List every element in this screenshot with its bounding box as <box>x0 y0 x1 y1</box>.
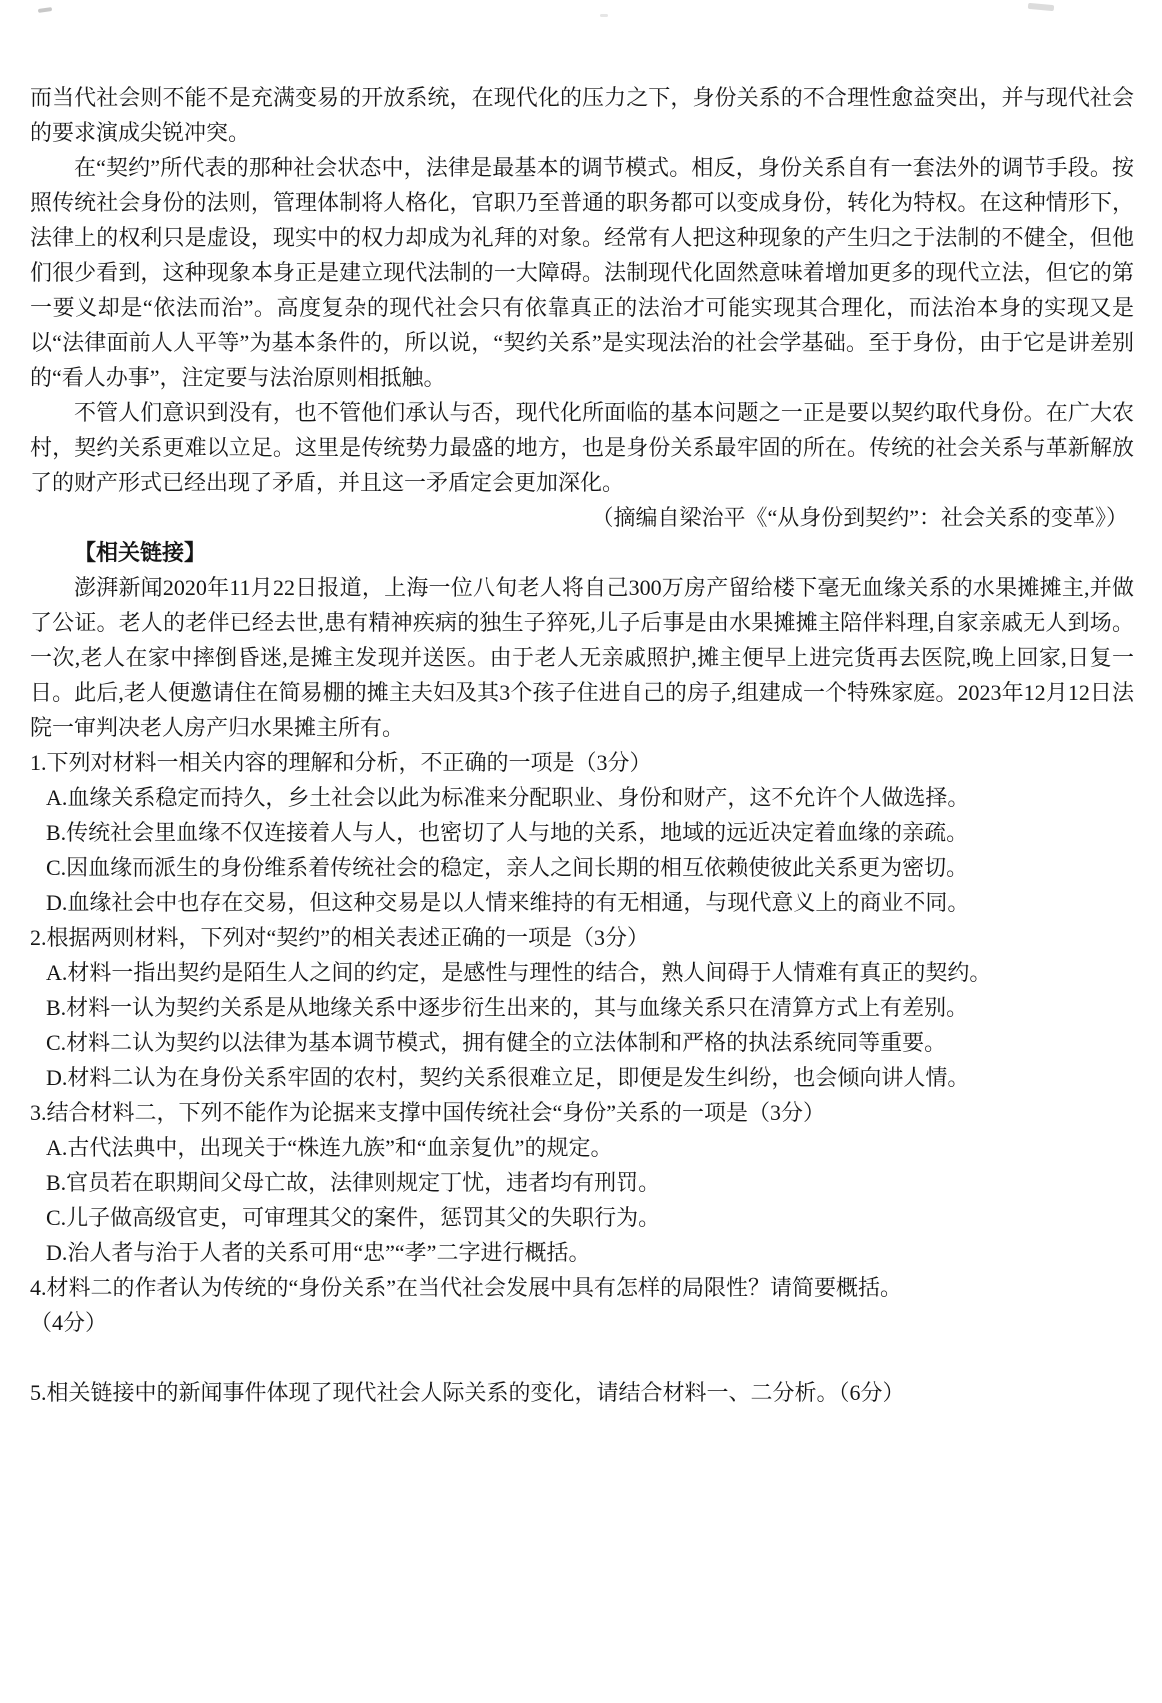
related-link-header: 【相关链接】 <box>74 540 207 565</box>
exam-page <box>30 80 1134 1410</box>
scan-artifact <box>38 7 52 13</box>
question-4 <box>30 1270 1134 1340</box>
question-stem: 4.材料二的作者认为传统的“身份关系”在当代社会发展中具有怎样的局限性？请简要概括。 <box>30 1275 903 1300</box>
body-paragraph: 在“契约”所代表的那种社会状态中，法律是最基本的调节模式。相反，身份关系自有一套法外的调节手段。按照传统社会身份的法则，管理体制将人格化，官职乃至普通的职务都可以变成身份，转化为特权。在这种情形下，法律上的权利只是虚设，现实中的权力却成为礼拜的对象。经常有人把这种现象的产生归之于法制的不健全，但他们很少看到，这种现象本身正是建立现代法制的一大障碍。法制现代化固然意味着增加更多的现代立法，但它的第一要义却是“依法而治”。高度复杂的现代社会只有依靠真正的法治才可能实现其合理化，而法治本身的实现又是以“法律面前人人平等”为基本条件的，所以说，“契约关系”是实现法治的社会学基础。至于身份，由于它是讲差别的“看人办事”，注定要与法治原则相抵触。 <box>30 155 1134 390</box>
question-score: （4分） <box>30 1310 108 1335</box>
question-option: D.材料二认为在身份关系牢固的农村，契约关系很难立足，即便是发生纠纷，也会倾向讲人情。 <box>46 1065 970 1090</box>
question-stem: 3.结合材料二，下列不能作为论据来支撑中国传统社会“身份”关系的一项是（3分） <box>30 1100 826 1125</box>
question-option: C.儿子做高级官吏，可审理其父的案件，惩罚其父的失职行为。 <box>46 1205 661 1230</box>
source-attribution: （摘编自梁治平《“从身份到契约”：社会关系的变革》） <box>591 505 1128 530</box>
question-option: D.血缘社会中也存在交易，但这种交易是以人情来维持的有无相通，与现代意义上的商业不同。 <box>46 890 970 915</box>
question-option: B.材料一认为契约关系是从地缘关系中逐步衍生出来的，其与血缘关系只在清算方式上有差别。 <box>46 995 969 1020</box>
body-paragraph: 不管人们意识到没有，也不管他们承认与否，现代化所面临的基本问题之一正是要以契约取代身份。在广大农村，契约关系更难以立足。这里是传统势力最盛的地方，也是身份关系最牢固的所在。传统的社会关系与革新解放了的财产形式已经出现了矛盾，并且这一矛盾定会更加深化。 <box>30 400 1134 495</box>
question-1 <box>30 745 1134 920</box>
question-option: A.血缘关系稳定而持久，乡土社会以此为标准来分配职业、身份和财产，这不允许个人做选择。 <box>46 785 970 810</box>
question-option: C.因血缘而派生的身份维系着传统社会的稳定，亲人之间长期的相互依赖使彼此关系更为密切。 <box>46 855 969 880</box>
related-link-body: 澎湃新闻2020年11月22日报道，上海一位八旬老人将自己300万房产留给楼下毫无血缘关系的水果摊摊主,并做了公证。老人的老伴已经去世,患有精神疾病的独生子猝死,儿子后事是由水果摊摊主陪伴料理,自家亲戚无人到场。一次,老人在家中摔倒昏迷,是摊主发现并送医。由于老人无亲戚照护,摊主便早上进完货再去医院,晚上回家,日复一日。此后,老人便邀请住在简易棚的摊主夫妇及其3个孩子住进自己的房子,组建成一个特殊家庭。2023年12月12日法院一审判决老人房产归水果摊主所有。 <box>30 575 1134 740</box>
question-option: D.治人者与治于人者的关系可用“忠”“孝”二字进行概括。 <box>46 1240 591 1265</box>
scan-artifact <box>1028 3 1054 11</box>
question-option: C.材料二认为契约以法律为基本调节模式，拥有健全的立法体制和严格的执法系统同等重要。 <box>46 1030 947 1055</box>
question-option: B.官员若在职期间父母亡故，法律则规定丁忧，违者均有刑罚。 <box>46 1170 661 1195</box>
question-2 <box>30 920 1134 1095</box>
body-paragraph: 而当代社会则不能不是充满变易的开放系统，在现代化的压力之下，身份关系的不合理性愈益突出，并与现代社会的要求演成尖锐冲突。 <box>30 85 1134 145</box>
question-stem: 2.根据两则材料，下列对“契约”的相关表述正确的一项是（3分） <box>30 925 650 950</box>
question-option: A.古代法典中，出现关于“株连九族”和“血亲复仇”的规定。 <box>46 1135 613 1160</box>
question-stem: 5.相关链接中的新闻事件体现了现代社会人际关系的变化，请结合材料一、二分析。（6分） <box>30 1380 905 1405</box>
question-5 <box>30 1375 1134 1410</box>
question-option: B.传统社会里血缘不仅连接着人与人，也密切了人与地的关系，地域的远近决定着血缘的亲疏。 <box>46 820 969 845</box>
question-3 <box>30 1095 1134 1270</box>
question-option: A.材料一指出契约是陌生人之间的约定，是感性与理性的结合，熟人间碍于人情难有真正的契约。 <box>46 960 992 985</box>
scan-artifact <box>600 14 608 17</box>
question-stem: 1.下列对材料一相关内容的理解和分析，不正确的一项是（3分） <box>30 750 652 775</box>
